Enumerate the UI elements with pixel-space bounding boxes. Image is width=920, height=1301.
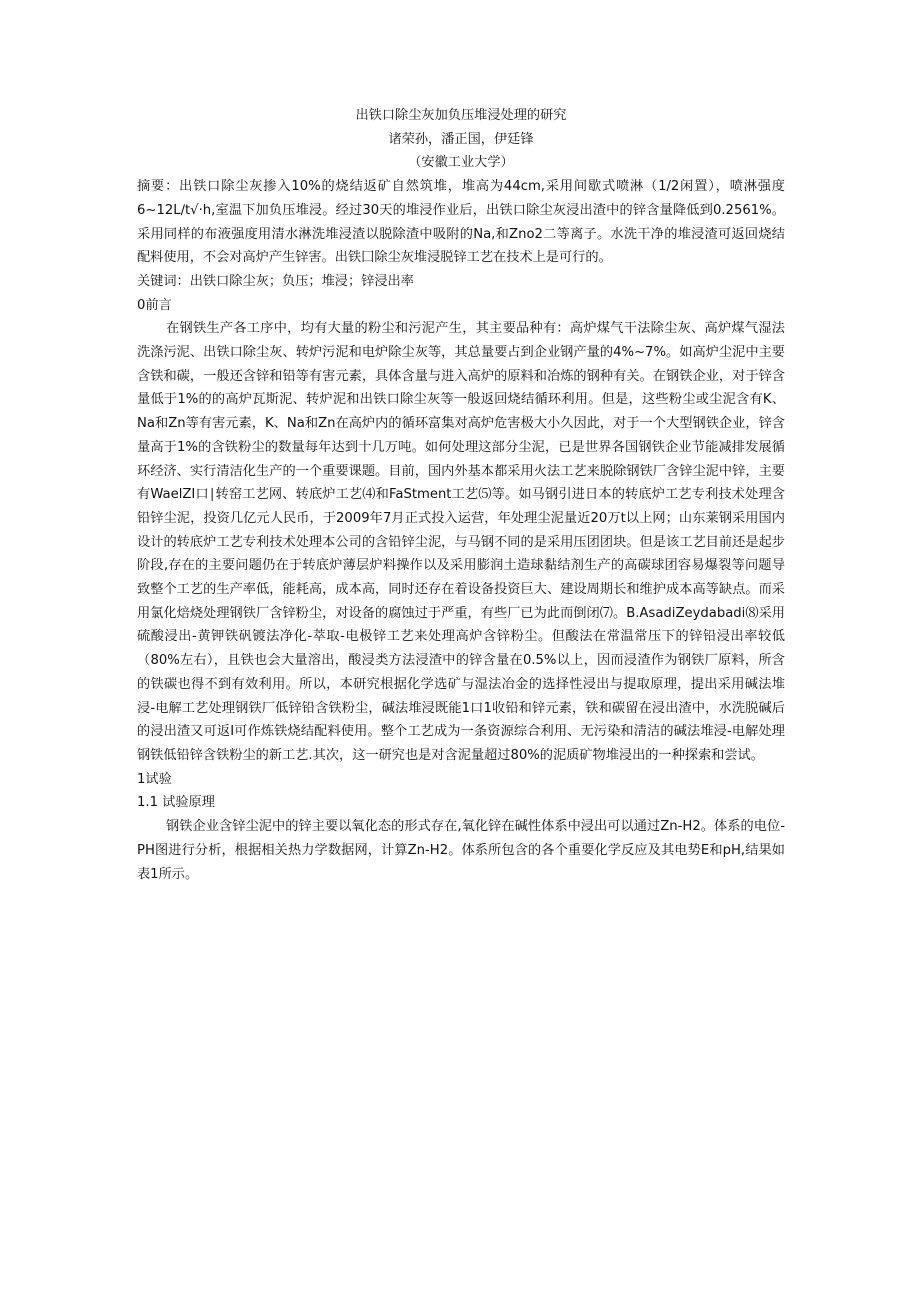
paper-affiliation: （安徽工业大学）: [408, 155, 514, 171]
section-0-heading: 0前言: [137, 297, 172, 313]
keywords: 关键词：出铁口除尘灰；负压；堆浸；锌浸出率: [137, 273, 414, 289]
section-1-heading: 1试验: [137, 771, 172, 787]
document-page: [137, 104, 785, 886]
section-1-1-heading: 1.1 试验原理: [137, 795, 215, 811]
paper-authors: 诸荣孙，潘正国，伊廷锋: [388, 131, 534, 147]
section-0-body: 在钢铁生产各工序中，均有大量的粉尘和污泥产生，其主要品种有：高炉煤气干法除尘灰、高炉煤气湿法洗涤污泥、出铁口除尘灰、转炉污泥和电炉除尘灰等，其总量要占到企业钢产量的4%~7%。如高炉尘泥中主要含铁和碳，一般还含锌和铅等有害元素，具体含量与进入高炉的原料和冶炼的钢种有关。在钢铁企业，对于锌含量低于1%的的高炉瓦斯泥、转炉泥和出铁口除尘灰等一般返回烧结循环利用。但是，这些粉尘或尘泥含有K、Na和Zn等有害元素，K、Na和Zn在高炉内的循环富集对高炉危害极大小久因此，对于一个大型钢铁企业，锌含量高于1%的含铁粉尘的数量每年达到十几万吨。如何处理这部分尘泥，已是世界各国钢铁企业节能减排发展循环经济、实行清洁化生产的一个重要课题。目前，国内外基本都采用火法工艺来脱除钢铁厂含锌尘泥中锌，主要有WaelZI口∣转窑工艺网、转底炉工艺⑷和FaStment工艺⑸等。如马钢引进日本的转底炉工艺专利技术处理含铅锌尘泥，投资几亿元人民币，于2009年7月正式投入运营，年处理尘泥量近20万t以上网；山东莱钢采用国内设计的转底炉工艺专利技术处理本公司的含铅锌尘泥，与马钢不同的是采用压团团块。但是该工艺目前还是起步阶段,存在的主要问题仍在于转底炉薄层炉料操作以及采用膨润土造球黏结剂生产的高碳球团容易爆裂等问题导致整个工艺的生产率低，能耗高，成本高，同时还存在着设备投资巨大、建设周期长和维护成本高等缺点。而采用氯化焙烧处理钢铁厂含锌粉尘，对设备的腐蚀过于严重，有些厂已为此而倒闭⑺。B.AsadiZeydabadi⑻采用硫酸浸出-黄钾铁矾镀法净化-萃取-电极锌工艺来处理高炉含锌粉尘。但酸法在常温常压下的锌铅浸出率较低（80%左右），且铁也会大量溶出，酸浸类方法浸渣中的锌含量在0.5%以上，因而浸渣作为钢铁厂原料，所含的铁碳也得不到有效利用。所以，本研究根据化学选矿与湿法冶金的选择性浸出与提取原理，提出采用碱法堆浸-电解工艺处理钢铁厂低锌铅含铁粉尘，碱法堆浸既能1口1收铅和锌元素，铁和碳留在浸出渣中，水洗脱碱后的浸出渣又可返I可作炼铁烧结配料使用。整个工艺成为一条资源综合利用、无污染和清洁的碱法堆浸-电解处理钢铁低铅锌含铁粉尘的新工艺.其次，这一研究也是对含泥量超过80%的泥质矿物堆浸出的一种探索和尝试。: [137, 321, 785, 763]
section-1-1-body: 钢铁企业含锌尘泥中的锌主要以氧化态的形式存在,氧化锌在碱性体系中浸出可以通过Zn-H2。体系的电位-PH图进行分析，根据相关热力学数据网，计算Zn-H2。体系所包含的各个重要化学反应及其电势E和pH,结果如表1所示。: [137, 819, 785, 882]
abstract: 摘要：出铁口除尘灰掺入10%的烧结返矿自然筑堆，堆高为44cm,采用间歇式喷淋（1/2闲置），喷淋强度6~12L∕t√·h,室温下加负压堆浸。经过30天的堆浸作业后，出铁口除尘灰浸出渣中的锌含量降低到0.2561%。采用同样的布液强度用清水淋洗堆浸渣以脱除渣中吸附的Na,和Zno2二等离子。水洗干净的堆浸渣可返回烧结配料使用，不会对高炉产生锌害。出铁囗除尘灰堆浸脱锌工艺在技术上是可行的。: [137, 179, 785, 266]
paper-title: 出铁口除尘灰加负压堆浸处理的研究: [355, 108, 567, 123]
